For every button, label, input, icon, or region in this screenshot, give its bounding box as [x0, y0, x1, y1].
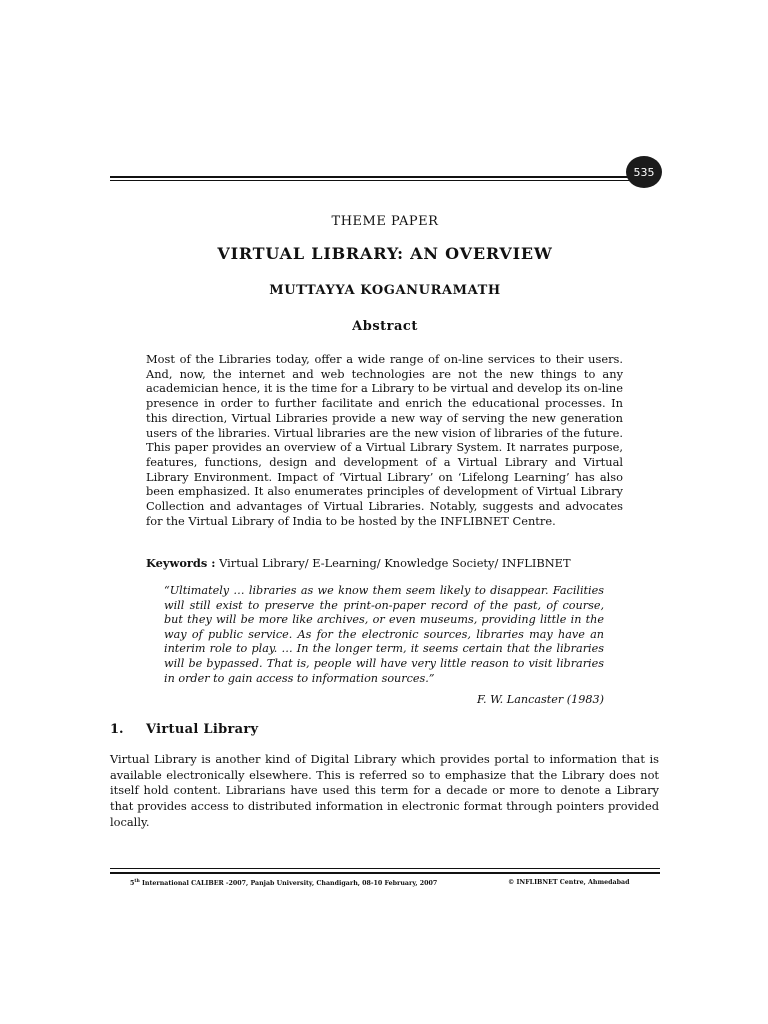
keywords-text: Virtual Library/ E-Learning/ Knowledge Society/ INFLIBNET [215, 556, 571, 570]
paper-title: VIRTUAL LIBRARY: AN OVERVIEW [217, 244, 553, 263]
footer-edition-number: 5 [130, 880, 135, 888]
theme-label: THEME PAPER [331, 214, 439, 229]
header-rule-top [110, 176, 632, 178]
epigraph-source: F. W. Lancaster (1983) [477, 693, 604, 706]
abstract-body: Most of the Libraries today, offer a wide range of on-line services to their users. And, now, the internet and web technologies are not the new things to any academician hence, it is the time for a Library to be virtual and develop its on-line presence in order to further facilitate and enrich the educational processes. In this direction, Virtual Libraries provide a new way of serving the new generation users of the libraries. Virtual libraries are the new vision of libraries of the future. This paper provides an overview of a Virtual Library System. It narrates purpose, features, functions, design and development of a Virtual Library and Virtual Library Environment. Impact of ‘Virtual Library’ on ‘Lifelong Learning’ has also been emphasized. It also enumerates principles of development of Virtual Library Collection and advantages of Virtual Libraries. Notably, suggests and advocates for the Virtual Library of India to be hosted by the INFLIBNET Centre. [146, 352, 623, 528]
footer-conference-text: International CALIBER -2007, Panjab University, Chandigarh, 08-10 February, 2007 [139, 880, 438, 888]
page-number-badge: 535 [626, 156, 662, 188]
footer-copyright: © INFLIBNET Centre, Ahmedabad [508, 879, 630, 886]
author-name: MUTTAYYA KOGANURAMATH [269, 283, 501, 298]
keywords-line [146, 556, 636, 570]
section-title: Virtual Library [146, 722, 259, 737]
footer-rule-bottom [110, 872, 660, 874]
section-body: Virtual Library is another kind of Digital Library which provides portal to information that is available electronically elsewhere. This is referred so to emphasize that the Library does not itself hold content. Librarians have used this term for a decade or more to denote a Library that provides access to distributed information in electronic format through pointers provided locally. [110, 752, 659, 829]
footer-conference [130, 879, 437, 887]
footer-rule-top [110, 868, 660, 869]
abstract-heading: Abstract [352, 319, 418, 334]
footer-edition-suffix: th [134, 879, 140, 884]
section-number: 1. [110, 722, 124, 737]
epigraph-quote: “Ultimately … libraries as we know them seem likely to disappear. Facilities will still exist to preserve the print-on-paper record of the past, of course, but they will be more like archives, or even museums, providing little in the way of public service. As for the electronic sources, libraries may have an interim role to play. … In the longer term, it seems certain that the libraries will be bypassed. That is, people will have very little reason to visit libraries in order to gain access to information sources.” [164, 584, 604, 685]
header-rule-bottom [110, 180, 632, 181]
keywords-label: Keywords : [146, 556, 216, 570]
